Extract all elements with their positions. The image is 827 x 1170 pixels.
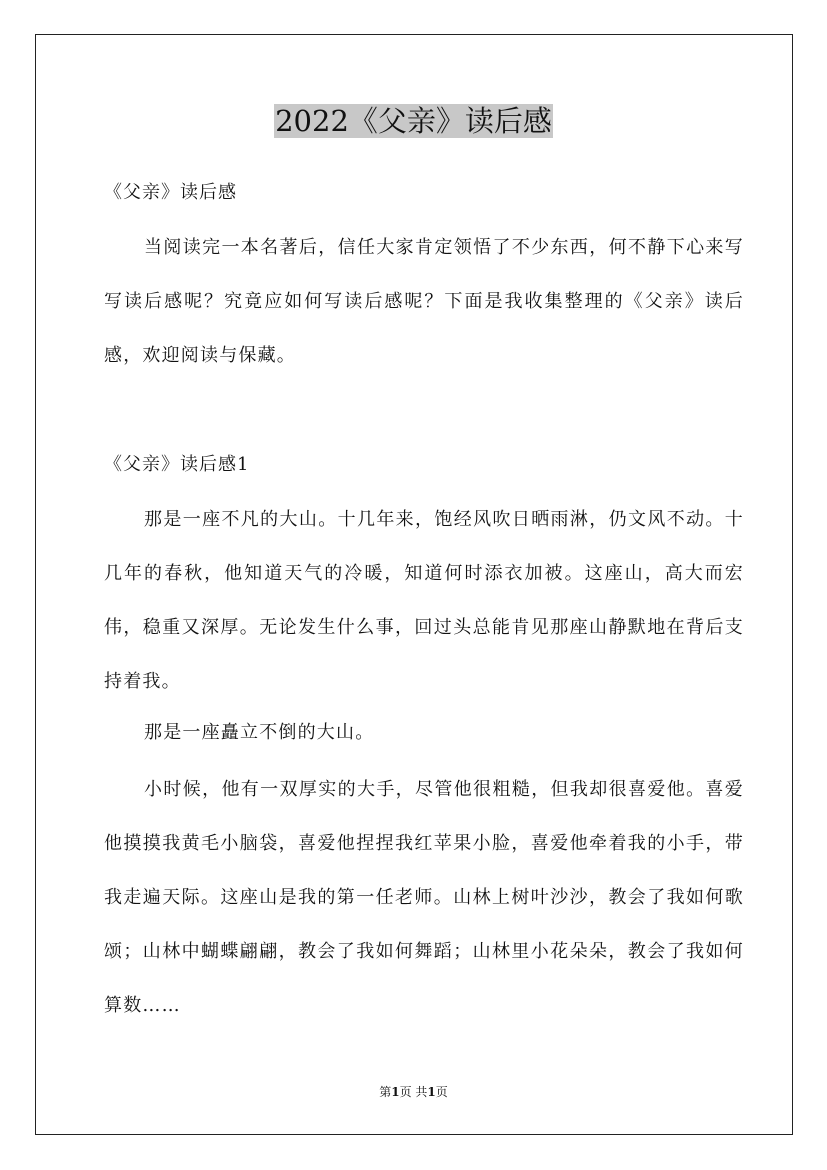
footer-prefix: 第 (379, 1085, 392, 1099)
footer-suffix: 页 (435, 1085, 448, 1099)
footer-mid: 页 共 (399, 1085, 428, 1099)
body-paragraph: 小时候，他有一双厚实的大手，尽管他很粗糙，但我却很喜爱他。喜爱他摸摸我黄毛小脑袋，喜爱他捏捏我红苹果小脸，喜爱他牵着我的小手，带我走遍天际。这座山是我的第一任老师。山林上树叶沙沙，教会了我如何歌颂；山林中蝴蝶翩翩，教会了我如何舞蹈；山林里小花朵朵，教会了我如何算数…… (104, 779, 744, 1016)
document-title (0, 101, 827, 141)
body-paragraph: 那是一座不凡的大山。十几年来，饱经风吹日晒雨淋，仍文风不动。十几年的春秋，他知道天气的冷暖，知道何时添衣加被。这座山，高大而宏伟，稳重又深厚。无论发生什么事，回过头总能肯见那座山静默地在背后支持着我。 (104, 509, 744, 692)
footer-page-number: 1 (391, 1085, 400, 1099)
document-title-text: 2022《父亲》读后感 (275, 104, 552, 138)
body-paragraph: 那是一座矗立不倒的大山。 (144, 722, 375, 743)
footer-total-pages: 1 (427, 1085, 436, 1099)
intro-paragraph: 当阅读完一本名著后，信任大家肯定领悟了不少东西，何不静下心来写写读后感呢？究竟应如何写读后感呢？下面是我收集整理的《父亲》读后感，欢迎阅读与保藏。 (104, 237, 744, 366)
page-footer (0, 1083, 827, 1101)
document-subtitle: 《父亲》读后感 (104, 182, 237, 203)
section-heading: 《父亲》读后感1 (104, 454, 250, 475)
